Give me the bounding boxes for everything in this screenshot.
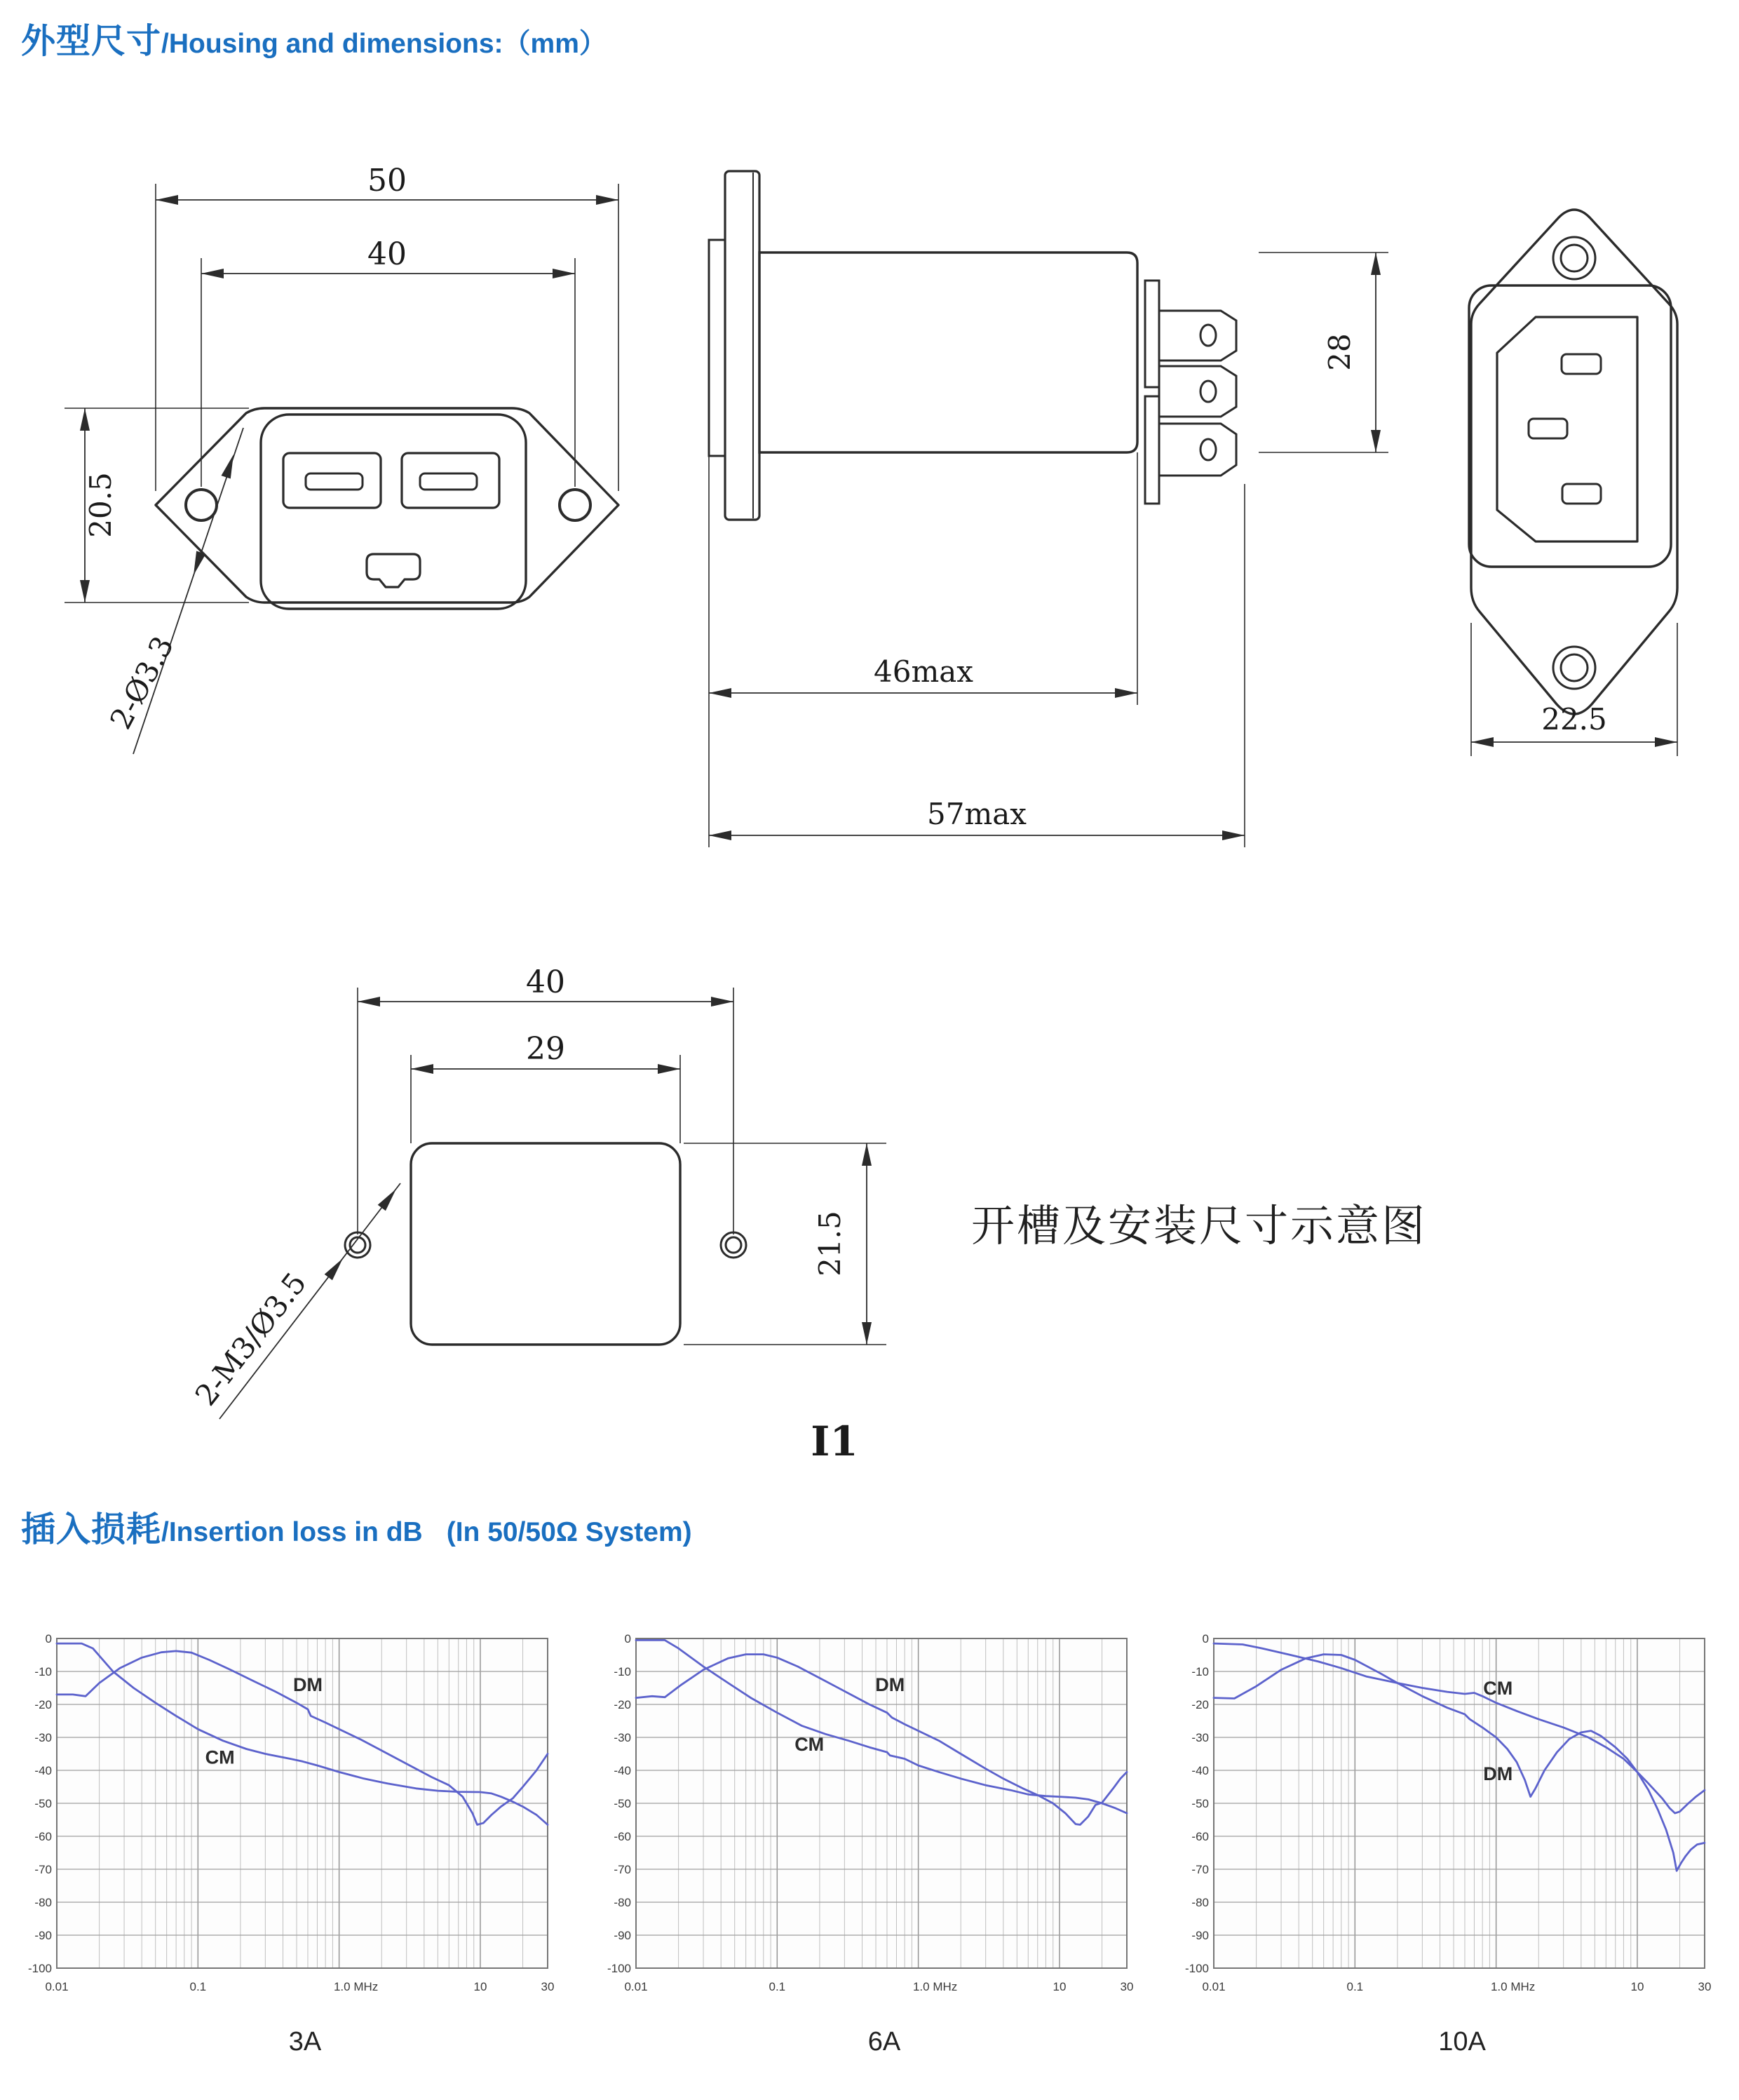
section-heading-housing bbox=[21, 14, 607, 63]
insertion-loss-chart-6a bbox=[594, 1626, 1141, 2033]
x-tick: 0.1 bbox=[189, 1980, 207, 1993]
chart-caption-10a: 10A bbox=[1438, 2027, 1486, 2057]
panel-cutout-drawing bbox=[105, 940, 933, 1501]
y-tick: -80 bbox=[1191, 1896, 1209, 1909]
slot-left-contact bbox=[306, 473, 363, 490]
y-tick: -50 bbox=[614, 1797, 631, 1810]
series-label-dm: DM bbox=[292, 1674, 323, 1696]
slot-left bbox=[283, 453, 381, 508]
x-tick: 1.0 MHz bbox=[1490, 1980, 1536, 1993]
y-tick: -100 bbox=[1184, 1962, 1209, 1975]
x-tick: 30 bbox=[1120, 1980, 1134, 1993]
y-tick: -40 bbox=[614, 1764, 631, 1777]
terminal-blade-3 bbox=[1159, 424, 1236, 476]
y-tick: -10 bbox=[34, 1665, 52, 1678]
cutout-caption: 开槽及安装尺寸示意图 bbox=[971, 1202, 1428, 1251]
y-tick: 0 bbox=[1202, 1632, 1209, 1645]
y-tick: -10 bbox=[1191, 1665, 1209, 1678]
insertion-loss-chart-10a bbox=[1172, 1626, 1719, 2033]
x-tick: 10 bbox=[1630, 1980, 1644, 1993]
x-tick: 0.01 bbox=[45, 1980, 69, 1993]
series-label-dm: DM bbox=[1483, 1763, 1513, 1785]
terminal-blade-2 bbox=[1159, 366, 1236, 417]
y-tick: 0 bbox=[45, 1632, 52, 1645]
dim-cutout-21-5: 21.5 bbox=[813, 1211, 847, 1277]
y-tick: -90 bbox=[614, 1929, 631, 1942]
section-heading-insertion-loss bbox=[21, 1502, 692, 1552]
mounting-hole-right bbox=[560, 490, 590, 520]
chart-caption-3a: 3A bbox=[288, 2027, 322, 2057]
side-view-drawing bbox=[698, 161, 1402, 912]
y-tick: -90 bbox=[34, 1929, 52, 1942]
slot-right bbox=[402, 453, 499, 508]
cutout-rect bbox=[411, 1143, 680, 1345]
filter-body bbox=[759, 253, 1137, 452]
flange-outline bbox=[156, 408, 618, 603]
rear-pin-slot-1 bbox=[1562, 354, 1601, 374]
x-tick: 1.0 MHz bbox=[333, 1980, 379, 1993]
rear-pin-slot-3 bbox=[1562, 484, 1601, 504]
flange-side bbox=[725, 171, 759, 520]
y-tick: -70 bbox=[1191, 1863, 1209, 1876]
y-tick: -90 bbox=[1191, 1929, 1209, 1942]
y-tick: -100 bbox=[607, 1962, 631, 1975]
heading-loss-zh: 插入损耗 bbox=[21, 1511, 162, 1549]
heading-loss-en: /Insertion loss in dB bbox=[161, 1517, 423, 1547]
y-tick: -50 bbox=[1191, 1797, 1209, 1810]
series-label-cm: CM bbox=[205, 1746, 235, 1768]
x-tick: 0.01 bbox=[624, 1980, 648, 1993]
y-tick: -80 bbox=[614, 1896, 631, 1909]
terminal-base-top bbox=[1145, 281, 1159, 387]
x-tick: 0.1 bbox=[1346, 1980, 1364, 1993]
dim-front-50: 50 bbox=[367, 163, 407, 198]
insertion-loss-chart-3a bbox=[15, 1626, 562, 2033]
rear-pin-slot-2 bbox=[1529, 419, 1567, 438]
dim-cutout-29: 29 bbox=[526, 1031, 565, 1067]
y-tick: -30 bbox=[614, 1731, 631, 1744]
x-tick: 10 bbox=[1053, 1980, 1067, 1993]
mounting-hole-left bbox=[186, 490, 217, 520]
dim-side-46max: 46max bbox=[874, 654, 973, 689]
y-tick: -60 bbox=[34, 1830, 52, 1843]
slot-ground bbox=[367, 554, 420, 587]
y-tick: -70 bbox=[34, 1863, 52, 1876]
panel-plate bbox=[709, 240, 725, 456]
slot-right-contact bbox=[420, 473, 477, 490]
y-tick: -60 bbox=[614, 1830, 631, 1843]
y-tick: 0 bbox=[624, 1632, 631, 1645]
x-tick: 30 bbox=[541, 1980, 555, 1993]
series-label-cm: CM bbox=[1483, 1677, 1513, 1699]
heading-housing-en: /Housing and dimensions:（mm） bbox=[161, 29, 607, 59]
y-tick: -20 bbox=[614, 1698, 631, 1711]
dim-rear-22-5: 22.5 bbox=[1541, 702, 1607, 736]
x-tick: 0.01 bbox=[1202, 1980, 1226, 1993]
rear-view-drawing bbox=[1430, 168, 1725, 800]
heading-housing-zh: 外型尺寸 bbox=[21, 22, 162, 60]
dim-cutout-holes: 2-M3/Ø3.5 bbox=[188, 1265, 313, 1413]
y-tick: -100 bbox=[27, 1962, 52, 1975]
dim-side-28: 28 bbox=[1322, 333, 1357, 371]
y-tick: -40 bbox=[34, 1764, 52, 1777]
dim-front-holes: 2-Ø3.3 bbox=[103, 630, 181, 735]
y-tick: -80 bbox=[34, 1896, 52, 1909]
series-label-dm: DM bbox=[875, 1674, 905, 1696]
y-tick: -20 bbox=[1191, 1698, 1209, 1711]
dim-front-40: 40 bbox=[367, 236, 407, 272]
x-tick: 10 bbox=[473, 1980, 487, 1993]
terminal-base-bottom bbox=[1145, 396, 1159, 504]
y-tick: -30 bbox=[34, 1731, 52, 1744]
terminal-blade-1 bbox=[1159, 311, 1236, 361]
y-tick: -70 bbox=[614, 1863, 631, 1876]
series-label-cm: CM bbox=[794, 1733, 825, 1755]
x-tick: 1.0 MHz bbox=[912, 1980, 958, 1993]
y-tick: -20 bbox=[34, 1698, 52, 1711]
y-tick: -10 bbox=[614, 1665, 631, 1678]
variant-label-i1: I1 bbox=[811, 1418, 858, 1465]
dim-side-57max: 57max bbox=[927, 797, 1027, 831]
y-tick: -60 bbox=[1191, 1830, 1209, 1843]
heading-loss-system: (In 50/50Ω System) bbox=[446, 1517, 692, 1547]
x-tick: 0.1 bbox=[769, 1980, 786, 1993]
rear-face bbox=[1469, 285, 1671, 567]
front-view-drawing bbox=[39, 140, 659, 772]
y-tick: -50 bbox=[34, 1797, 52, 1810]
socket-face bbox=[261, 415, 526, 609]
chart-caption-6a: 6A bbox=[867, 2027, 901, 2057]
y-tick: -30 bbox=[1191, 1731, 1209, 1744]
x-tick: 30 bbox=[1698, 1980, 1712, 1993]
y-tick: -40 bbox=[1191, 1764, 1209, 1777]
dim-front-20-5: 20.5 bbox=[83, 472, 118, 538]
dim-cutout-40: 40 bbox=[526, 964, 565, 1000]
